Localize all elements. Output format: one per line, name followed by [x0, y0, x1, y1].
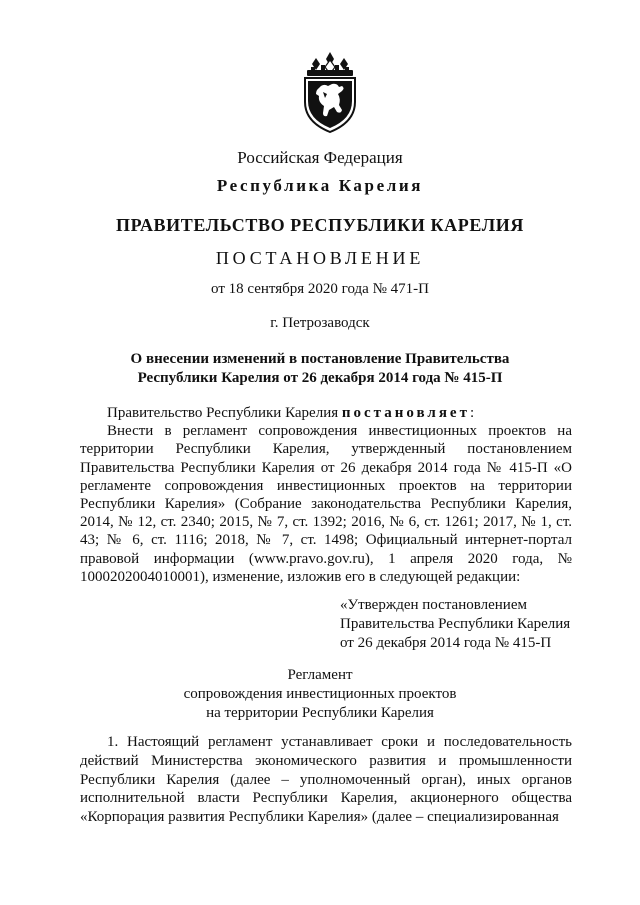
clause-1 — [80, 733, 572, 827]
approved-line-1: «Утвержден постановлением — [340, 597, 527, 613]
document-title — [0, 350, 640, 388]
regulation-line-3: на территории Республики Карелия — [206, 705, 434, 721]
title-line-2: Республики Карелия от 26 декабря 2014 года № 415-П — [137, 370, 503, 386]
document-city: г. Петрозаводск — [270, 315, 370, 331]
regulation-title — [0, 666, 640, 723]
document-body — [80, 404, 572, 586]
clause-1-text: 1. Настоящий регламент устанавливает сроки и последовательность действий Министерства экономического развития и промышленности Республики Карелия (далее – уполномоченный орган), иных органов исполнительной власти Республики Карелия, акционерного общества «Корпорация развития Республики Карелия» (далее – специализированная — [80, 734, 572, 826]
government-name: ПРАВИТЕЛЬСТВО РЕСПУБЛИКИ КАРЕЛИЯ — [116, 215, 524, 235]
regulation-line-2: сопровождения инвестиционных проектов — [183, 686, 457, 702]
body-paragraph: Внести в регламент сопровождения инвестиционных проектов на территории Республики Карелия, утвержденный постановлением Правительства Республики Карелия от 26 декабря 2014 года № 415-П «О регламенте сопровождения инвестиционных проектов на территории Республики Карелия» (Собрание законодательства Республики Карелия, 2014, № 12, ст. 2340; 2015, № 7, ст. 1392; 2016, № 6, ст. 1261; 2017, № 1, ст. 43; № 6, ст. 1116; 2018, № 7, ст. 1498; Официальный интернет-портал правовой информации (www.pravo.gov.ru), 1 апреля 2020 года, № 1000202004010001), изменение, изложив его в следующей редакции: — [80, 423, 572, 585]
approval-stamp-text — [340, 596, 580, 653]
approved-line-3: от 26 декабря 2014 года № 415-П — [340, 635, 552, 651]
preamble-end: : — [469, 405, 475, 421]
coat-of-arms-icon — [297, 50, 363, 134]
document-date-number: от 18 сентября 2020 года № 471-П — [211, 281, 429, 297]
preamble — [80, 404, 572, 422]
federation-name: Российская Федерация — [237, 148, 403, 167]
republic-name: Республика Карелия — [216, 176, 424, 195]
preamble-verb: постановляет — [341, 405, 470, 421]
document-type: ПОСТАНОВЛЕНИЕ — [215, 248, 425, 268]
title-line-1: О внесении изменений в постановление Правительства — [130, 351, 510, 367]
preamble-subject: Правительство Республики Карелия — [107, 405, 342, 421]
regulation-line-1: Регламент — [287, 667, 353, 683]
approved-line-2: Правительства Республики Карелия — [340, 616, 571, 632]
